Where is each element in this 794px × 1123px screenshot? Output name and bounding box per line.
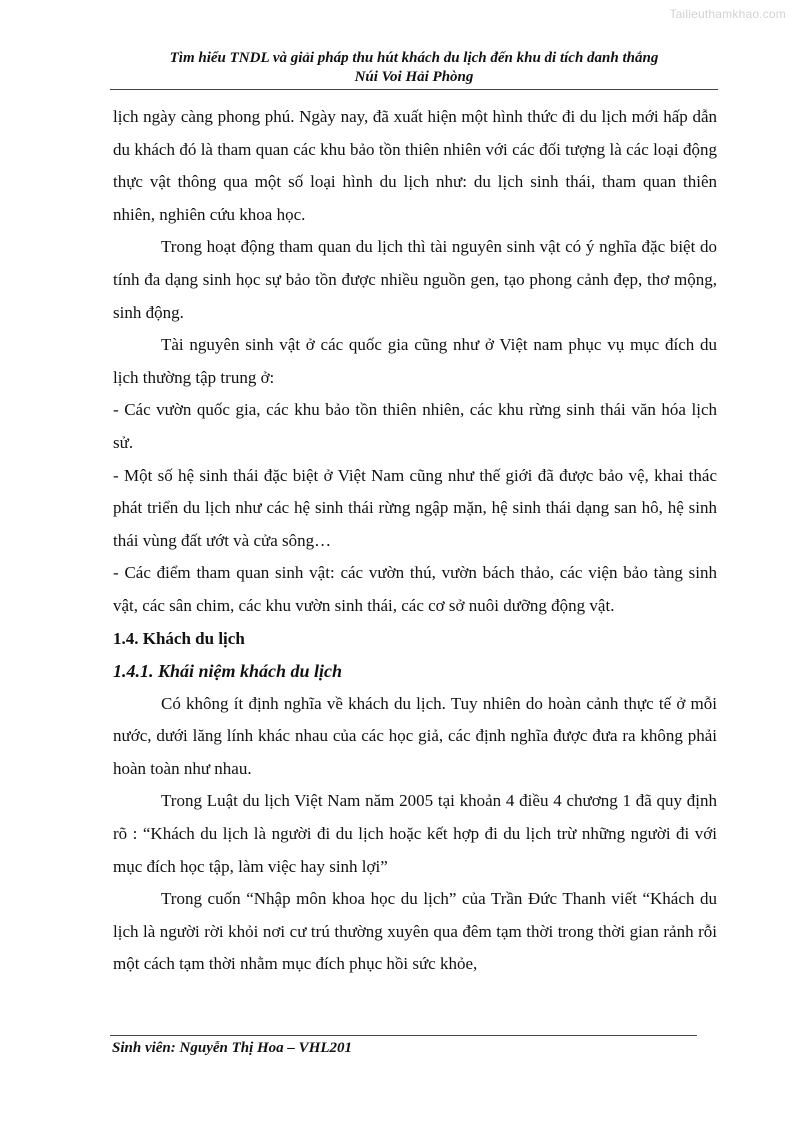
paragraph-biological-diversity-intro: lịch ngày càng phong phú. Ngày nay, đã xuất hiện một hình thức đi du lịch mới hấp dẫn du khách đó là tham quan các khu bảo tồn thiên nhiên với các đối tượng là các loại động thực vật thông qua một số loại hình du lịch như: du lịch sinh thái, tham quan thiên nhiên, nghiên cứu khoa học. [113, 107, 717, 224]
paragraph-biological-resources-role: Trong hoạt động tham quan du lịch thì tài nguyên sinh vật có ý nghĩa đặc biệt do tính đa dạng sinh học sự bảo tồn được nhiều nguồn gen, tạo phong cảnh đẹp, thơ mộng, sinh động. [113, 237, 717, 322]
header-title-line-2: Núi Voi Hải Phòng [354, 69, 474, 85]
section-heading: 1.4. Khách du lịch [113, 628, 245, 648]
list-item-national-parks: - Các vườn quốc gia, các khu bảo tồn thiên nhiên, các khu rừng sinh thái văn hóa lịch sử. [113, 400, 717, 452]
page-header [110, 49, 718, 87]
subsection-heading: 1.4.1. Khái niệm khách du lịch [113, 661, 343, 682]
paragraph-tourism-focus: Tài nguyên sinh vật ở các quốc gia cũng như ở Việt nam phục vụ mục đích du lịch thường tập trung ở: [113, 335, 717, 387]
watermark: Tailieuthamkhao.com [669, 7, 786, 21]
document-body [113, 101, 717, 981]
list-item-special-ecosystems: - Một số hệ sinh thái đặc biệt ở Việt Nam cũng như thế giới đã được bảo vệ, khai thác phát triển du lịch như các hệ sinh thái rừng ngập mặn, hệ sinh thái dạng san hô, hệ sinh thái vùng đất ướt và cửa sông… [113, 465, 717, 550]
paragraph-tran-duc-thanh-quote: Trong cuốn “Nhập môn khoa học du lịch” của Trần Đức Thanh viết “Khách du lịch là người rời khỏi nơi cư trú thường xuyên qua đêm tạm thời trong thời gian rảnh rỗi một cách tạm thời nhằm mục đích phục hồi sức khỏe, [113, 889, 717, 974]
footer-student: Sinh viên: Nguyễn Thị Hoa – VHL201 [112, 1040, 353, 1056]
header-title-line-1: Tìm hiểu TNDL và giải pháp thu hút khách du lịch đến khu di tích danh thắng [169, 50, 659, 66]
header-divider [110, 89, 718, 90]
footer-divider [110, 1035, 697, 1036]
list-item-biological-sites: - Các điểm tham quan sinh vật: các vườn thú, vườn bách thảo, các viện bảo tàng sinh vật, các sân chim, các khu vườn sinh thái, các cơ sở nuôi dưỡng động vật. [113, 563, 717, 615]
paragraph-definitions-vary: Có không ít định nghĩa về khách du lịch. Tuy nhiên do hoàn cảnh thực tế ở mỗi nước, dưới lăng lính khác nhau của các học giả, các định nghĩa được đưa ra không phải hoàn toàn như nhau. [113, 693, 717, 778]
paragraph-tourism-law-2005: Trong Luật du lịch Việt Nam năm 2005 tại khoản 4 điều 4 chương 1 đã quy định rõ : “Khách du lịch là người đi du lịch hoặc kết hợp đi du lịch trừ những người đi với mục đích học tập, làm việc hay sinh lợi” [113, 791, 717, 876]
